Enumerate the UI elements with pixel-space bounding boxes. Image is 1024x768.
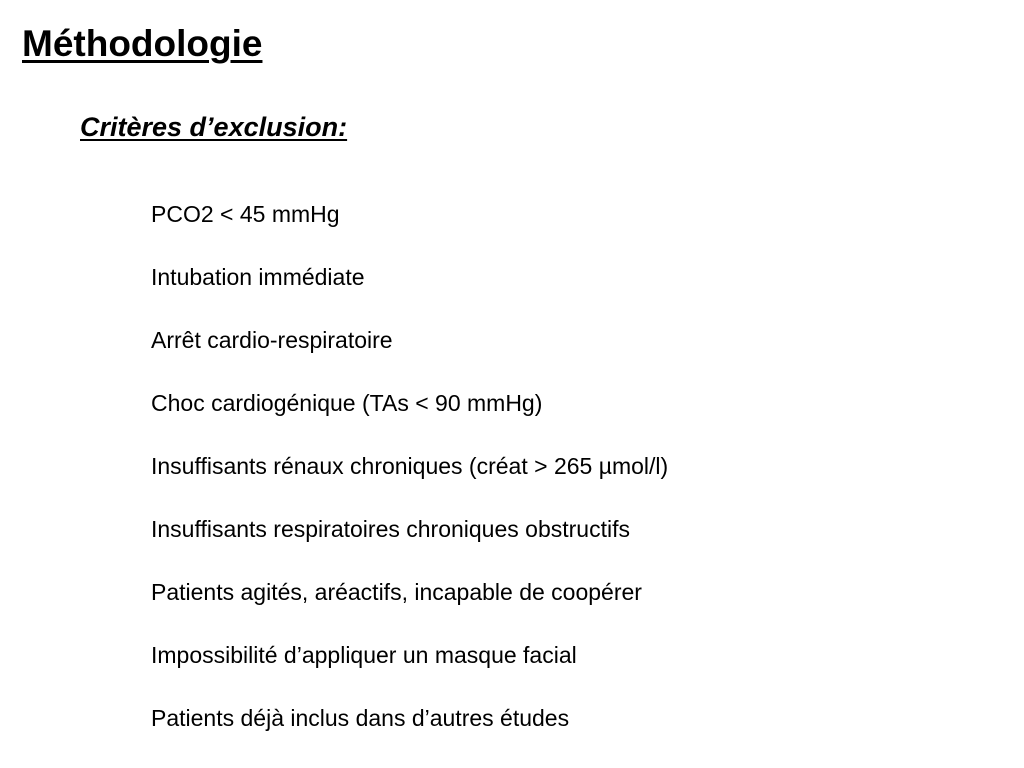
slide-title: Méthodologie bbox=[22, 23, 263, 64]
section-subtitle: Critères d’exclusion: bbox=[80, 112, 348, 142]
criterion-item: Choc cardiogénique (TAs < 90 mmHg) bbox=[151, 390, 543, 416]
criterion-item: Patients déjà inclus dans d’autres études bbox=[151, 705, 570, 731]
criterion-item: Impossibilité d’appliquer un masque facial bbox=[151, 642, 577, 668]
criterion-item: Insuffisants respiratoires chroniques obstructifs bbox=[151, 516, 630, 542]
criterion-item: Intubation immédiate bbox=[151, 264, 365, 290]
criterion-item: Arrêt cardio-respiratoire bbox=[151, 327, 393, 353]
criterion-item: PCO2 < 45 mmHg bbox=[151, 201, 340, 227]
criterion-item: Insuffisants rénaux chroniques (créat > 265 µmol/l) bbox=[151, 453, 669, 479]
exclusion-criteria-list bbox=[151, 196, 668, 763]
criterion-item: Patients agités, aréactifs, incapable de coopérer bbox=[151, 579, 642, 605]
